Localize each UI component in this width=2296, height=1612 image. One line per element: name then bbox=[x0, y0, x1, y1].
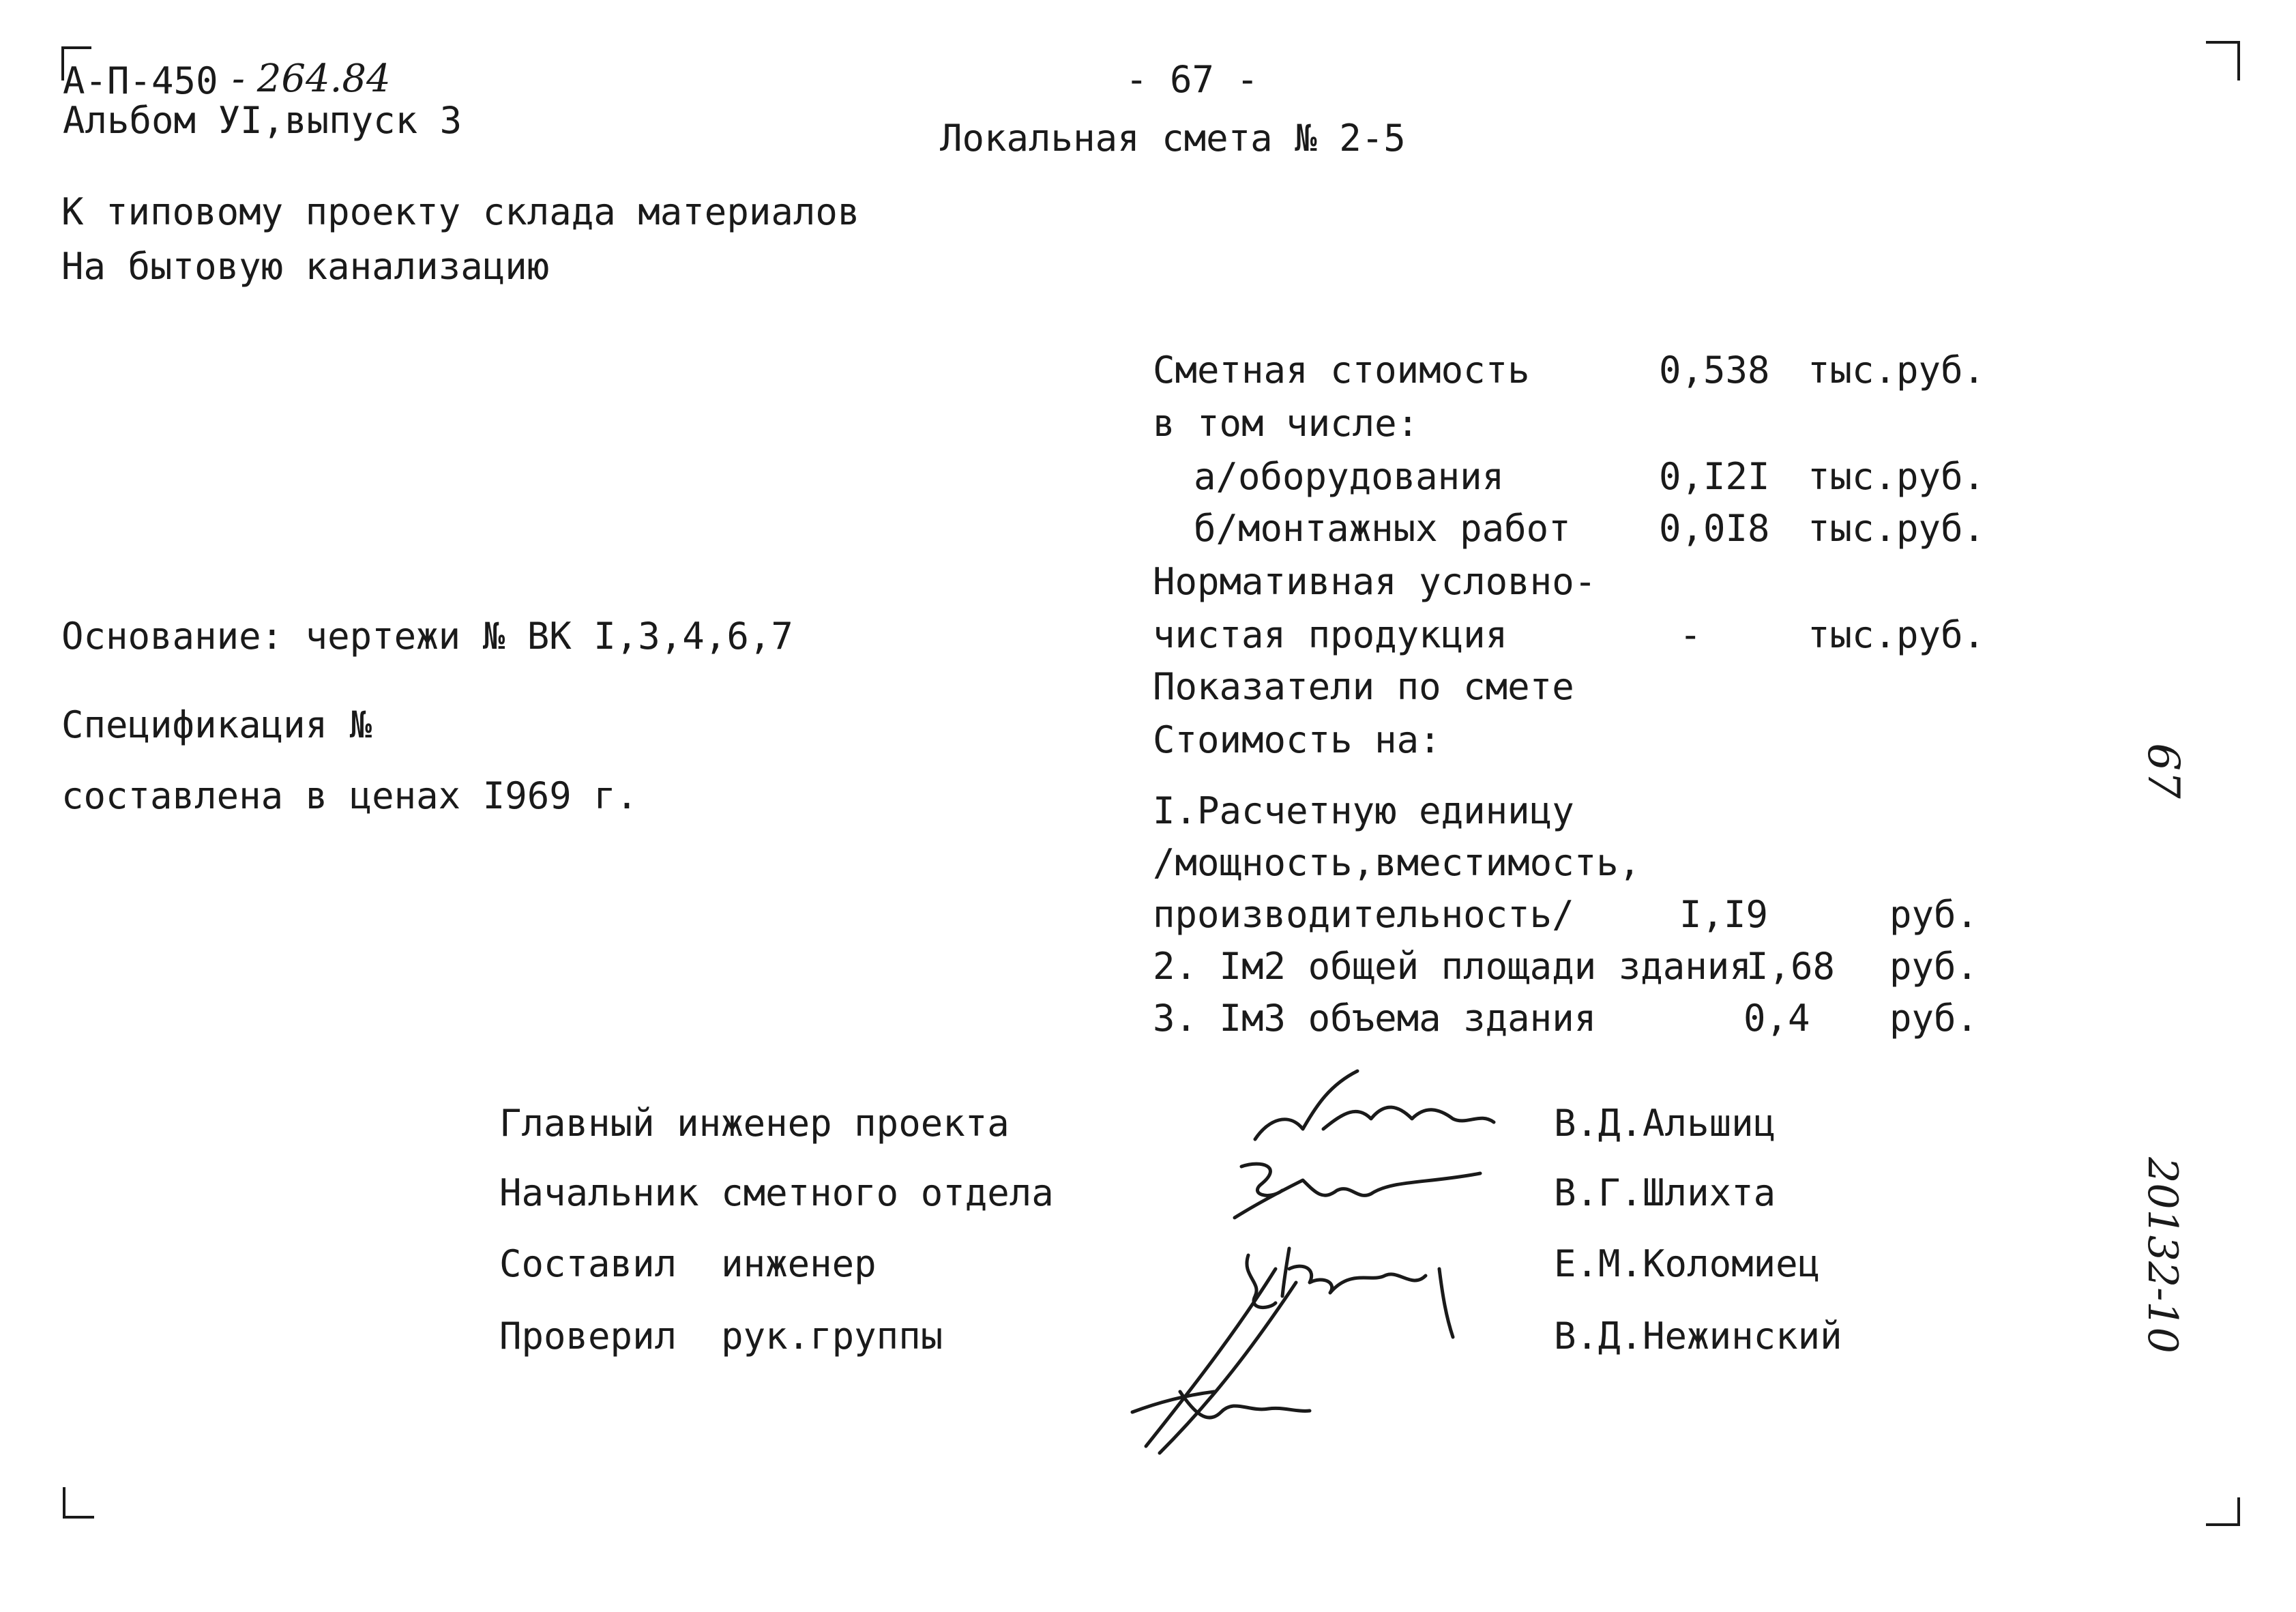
normative-value: - bbox=[1679, 613, 1702, 656]
installation-unit: тыс.руб. bbox=[1808, 507, 1986, 550]
album-label: Альбом УI,выпуск 3 bbox=[63, 99, 462, 142]
total-cost-label: Сметная стоимость bbox=[1153, 349, 1530, 392]
signature-name-chief-engineer: В.Д.Альшиц bbox=[1554, 1102, 1776, 1145]
handwritten-signature-2 bbox=[1221, 1153, 1494, 1235]
equipment-value: 0,I2I bbox=[1659, 455, 1770, 498]
total-cost-value: 0,538 bbox=[1659, 349, 1770, 392]
indicator-3-value: 0,4 bbox=[1743, 997, 1810, 1040]
normative-label-line2: чистая продукция bbox=[1153, 613, 1508, 656]
indicator-2-label: 2. Iм2 общей площади здания bbox=[1153, 945, 1752, 988]
indicator-2-unit: руб. bbox=[1889, 945, 1979, 988]
equipment-unit: тыс.руб. bbox=[1808, 455, 1986, 498]
cost-for-label: Стоимость на: bbox=[1153, 718, 1441, 761]
equipment-label: а/оборудования bbox=[1194, 455, 1505, 498]
normative-unit: тыс.руб. bbox=[1808, 613, 1986, 656]
installation-label: б/монтажных работ bbox=[1194, 507, 1571, 550]
normative-label-line1: Нормативная условно- bbox=[1153, 560, 1597, 603]
signature-role-chief-engineer: Главный инженер проекта bbox=[499, 1102, 1010, 1145]
indicator-1-line2: /мощность,вместимость, bbox=[1153, 841, 1641, 884]
handwritten-signature-4 bbox=[1119, 1255, 1337, 1460]
price-base: составлена в ценах I969 г. bbox=[61, 774, 638, 817]
basis-drawings: Основание: чертежи № ВК I,3,4,6,7 bbox=[61, 615, 793, 658]
doc-code: А-П-450 bbox=[63, 59, 218, 102]
installation-value: 0,0I8 bbox=[1659, 507, 1770, 550]
signature-role-checker: Проверил рук.группы bbox=[499, 1315, 943, 1358]
indicator-2-value: I,68 bbox=[1746, 945, 1836, 988]
signature-role-head-of-estimates: Начальник сметного отдела bbox=[499, 1171, 1054, 1214]
indicator-1-value: I,I9 bbox=[1679, 893, 1769, 936]
signature-name-checker: В.Д.Нежинский bbox=[1554, 1315, 1842, 1358]
indicator-1-line1: I.Расчетную единицу bbox=[1153, 789, 1574, 832]
indicators-label: Показатели по смете bbox=[1153, 665, 1574, 708]
indicator-3-label: 3. Iм3 объема здания bbox=[1153, 997, 1597, 1040]
including-label: в том числе: bbox=[1153, 402, 1419, 445]
specification-label: Спецификация № bbox=[61, 703, 372, 746]
archive-number: 20132-10 bbox=[2138, 1157, 2186, 1353]
doc-code-handwritten: - 264.84 bbox=[232, 57, 391, 101]
signature-name-head-of-estimates: В.Г.Шлихта bbox=[1554, 1171, 1776, 1214]
indicator-1-line3: производительность/ bbox=[1153, 893, 1574, 936]
total-cost-unit: тыс.руб. bbox=[1808, 349, 1986, 392]
project-reference: К типовому проекту склада материалов bbox=[61, 190, 860, 233]
page-title: Локальная смета № 2-5 bbox=[940, 117, 1406, 160]
indicator-3-unit: руб. bbox=[1889, 997, 1979, 1040]
estimate-subject: На бытовую канализацию bbox=[61, 245, 550, 288]
signature-role-compiler: Составил инженер bbox=[499, 1242, 877, 1285]
signature-name-compiler: Е.М.Коломиец bbox=[1554, 1242, 1821, 1285]
margin-page-number: 67 bbox=[2138, 743, 2188, 799]
indicator-1-unit: руб. bbox=[1889, 893, 1979, 936]
handwritten-signature-1 bbox=[1241, 1064, 1501, 1153]
page-number: - 67 - bbox=[1125, 58, 1259, 101]
